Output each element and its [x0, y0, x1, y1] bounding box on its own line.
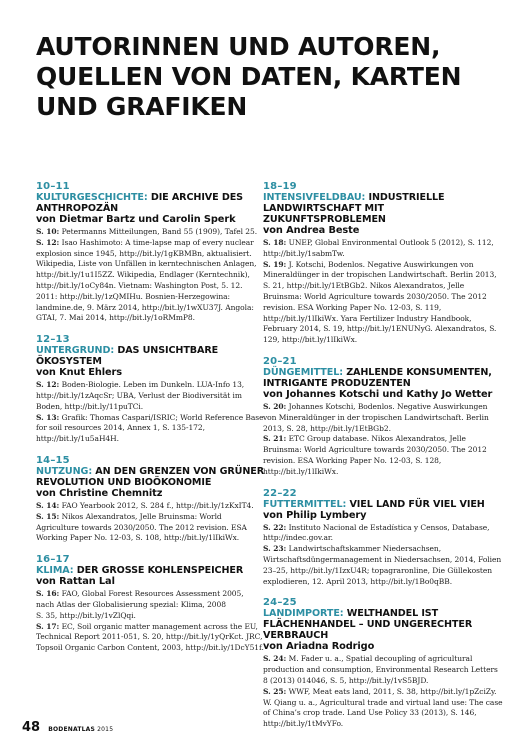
article-authors: von Johannes Kotschi und Kathy Jo Wetter	[263, 388, 493, 400]
source-page-label: S. 23:	[263, 544, 287, 554]
source-page-label: S. 24:	[263, 654, 287, 664]
article-category: INTENSIVFELDBAU:	[263, 192, 366, 203]
article-headline: AN DEN GRENZEN VON GRÜNER REVOLUTION UND BIOÖKONOMIE	[36, 465, 265, 488]
source-page-label: S. 12:	[36, 380, 60, 390]
article-entry	[36, 455, 264, 544]
article-authors: von Andrea Beste	[263, 225, 360, 236]
article-title	[36, 192, 264, 214]
article-authors: von Dietmar Bartz und Carolin Sperk	[36, 214, 236, 225]
article-authors: von Philip Lymbery	[263, 509, 367, 521]
page-title	[36, 32, 506, 122]
page-range: 22–22	[263, 487, 297, 499]
article-authors: von Rattan Lal	[36, 576, 115, 588]
source-text: EC, Soil organic matter management across the EU, Technical Report 2011-051, S. 20, http://bit.ly/1yQrKct. JRC, Topsoil Organic Carbon Content, 2003, http://bit.ly/1DcY51f.	[36, 621, 264, 653]
page-title-line: UND GRAFIKEN	[36, 92, 248, 121]
article-authors: von Knut Ehlers	[36, 367, 122, 379]
source-text: Instituto Nacional de Estadística y Censos, Database, http://indec.gov.ar.	[263, 522, 490, 543]
source-reference	[36, 512, 264, 544]
source-text: Landwirtschaftskammer Niedersachsen, Wirtschaftsdüngermanagement in Niedersachsen, 2014, Folien 23–25, http://bit.ly/1IzxU4R; topagraronline, Die Güllekosten explodieren, 12. April 2013, http://bit.ly/1Bo0qBB.	[263, 544, 502, 586]
article-category: KULTURGESCHICHTE:	[36, 192, 148, 203]
source-reference	[36, 501, 264, 512]
article-entry	[263, 488, 503, 588]
source-reference	[36, 227, 264, 238]
page-range: 20–21	[263, 355, 297, 367]
article-category: FUTTERMITTEL:	[263, 498, 347, 510]
page-range: 16–17	[36, 554, 70, 566]
article-entry	[36, 181, 264, 324]
source-text: ETC Group database. Nikos Alexandratos, Jelle Bruinsma: World Agriculture towards 2030/2050. The 2012 revision. ESA Working Paper No. 12-03, S. 128, http://bit.ly/1lIkiWx.	[263, 434, 487, 476]
source-text: FAO Yearbook 2012, S. 284 f., http://bit.ly/1zKxIT4.	[59, 500, 254, 510]
source-reference	[263, 523, 503, 545]
article-entry	[263, 597, 503, 730]
article-category: DÜNGEMITTEL:	[263, 366, 343, 378]
publication-name	[48, 726, 113, 733]
page-range: 10–11	[36, 181, 70, 192]
page-number: 48	[22, 720, 41, 735]
source-page-label: S. 19:	[263, 259, 287, 269]
source-text: UNEP, Global Environmental Outlook 5 (2012), S. 112, http://bit.ly/1sabmTw.	[263, 238, 494, 258]
article-headline: ZAHLENDE KONSUMENTEN, INTRIGANTE PRODUZENTEN	[263, 366, 492, 389]
source-reference	[263, 544, 503, 587]
source-page-label: S. 20:	[263, 401, 287, 411]
source-reference	[263, 238, 503, 260]
source-text: Grafik: Thomas Caspari/ISRIC; World Reference Base for soil resources 2014, Annex 1, S. 135-172, http://bit.ly/1u5aH4H.	[36, 412, 264, 444]
source-reference	[263, 687, 503, 730]
source-page-label: S. 21:	[263, 434, 287, 444]
page-range: 18–19	[263, 181, 297, 192]
source-text: M. Fader u. a., Spatial decoupling of agricultural production and consumption, Environmental Research Letters 8 (2013) 014046, S. 5, http://bit.ly/1vS5BJD.	[263, 654, 498, 685]
article-title	[263, 499, 503, 510]
source-reference	[36, 238, 264, 324]
source-reference	[36, 380, 264, 412]
source-page-label: S. 16:	[36, 589, 60, 599]
source-reference	[36, 611, 264, 622]
article-headline: DAS UNSICHTBARE ÖKOSYSTEM	[36, 345, 219, 368]
source-text: WWF, Meat eats land, 2011, S. 38, http://bit.ly/1pZciZy. W. Qiang u. a., Agricultural trade and virtual land use: The case of China’s crop trade. Land Use Policy 33 (2013), S. 146, http://bit.ly/1tMvYFo.	[263, 686, 503, 729]
article-title	[263, 192, 503, 225]
source-reference	[36, 589, 264, 611]
article-headline: WELTHANDEL IST FLÄCHENHANDEL – UND UNGERECHTER VERBRAUCH	[263, 608, 473, 642]
source-page-label: S. 18:	[263, 238, 287, 247]
article-category: UNTERGRUND:	[36, 345, 115, 357]
source-page-label: S. 25:	[263, 686, 287, 696]
source-page-label: S. 13:	[36, 412, 60, 422]
page-range: 14–15	[36, 454, 70, 466]
article-title	[36, 345, 264, 367]
article-headline: DER GROSSE KOHLENSPEICHER	[73, 565, 244, 577]
page-footer	[22, 716, 113, 735]
article-headline: INDUSTRIELLE LANDWIRTSCHAFT MIT ZUKUNFTSPROBLEMEN	[263, 192, 445, 225]
article-title	[263, 367, 503, 389]
article-title	[263, 608, 503, 641]
article-category: NUTZUNG:	[36, 465, 93, 477]
source-page-label: S. 14:	[36, 500, 60, 510]
source-page-label: S. 15:	[36, 511, 60, 521]
source-reference	[36, 413, 264, 445]
right-column	[263, 181, 503, 740]
source-text: FAO, Global Forest Resources Assessment 2005, nach Atlas der Globalisierung spezial: Klima, 2008	[36, 589, 244, 609]
article-title	[36, 466, 264, 488]
source-reference	[263, 402, 503, 434]
source-text: Petermanns Mitteilungen, Band 55 (1909), Tafel 25.	[59, 227, 258, 236]
source-text: Isao Hashimoto: A time-lapse map of every nuclear explosion since 1945, http://bit.ly/1gKBMBn, aktualisiert. Wikipedia, Liste von Unfällen in kerntechnischen Anlagen, http://bit.ly/1u1I5ZZ. Wikipedia, Endlager (Kerntechnik), http://bit.ly/1oCy84n. Vietnam: Washington Post, 5. 12. 2011: http://bit.ly/1zQMIHu. Bosnien-Herzegowina: landmine.de, 9. März 2014, http://bit.ly/1wXU37J. Angola: GTAI, 7. Mai 2014, http://bit.ly/1oRMmP8.	[36, 237, 257, 323]
article-category: KLIMA:	[36, 565, 74, 577]
source-text: Nikos Alexandratos, Jelle Bruinsma: World Agriculture towards 2030/2050. The 2012 revision. ESA Working Paper No. 12-03, S. 108, http://bit.ly/1lIkiWx.	[36, 511, 247, 543]
source-text: S. 35, http://bit.ly/1vZlQqi.	[36, 610, 136, 620]
source-page-label: S. 22:	[263, 522, 287, 532]
source-reference	[263, 260, 503, 346]
article-entry	[263, 356, 503, 478]
article-entry	[36, 334, 264, 445]
publication-year: 2015	[95, 726, 114, 733]
article-entry	[36, 554, 264, 654]
article-category: LANDIMPORTE:	[263, 608, 344, 620]
source-page-label: S. 12:	[36, 237, 60, 247]
source-reference	[263, 654, 503, 686]
source-text: Johannes Kotschi, Bodenlos. Negative Auswirkungen von Mineraldünger in der tropischen Landwirtschaft. Berlin 2013, S. 28, http://bit.ly/1EtBGb2.	[263, 401, 489, 433]
page-range: 24–25	[263, 597, 297, 609]
article-title	[36, 565, 264, 576]
article-authors: von Christine Chemnitz	[36, 487, 163, 499]
publication-title: BODENATLAS	[48, 726, 96, 733]
article-entry	[263, 181, 503, 346]
page-range: 12–13	[36, 334, 70, 346]
page-title-line: QUELLEN VON DATEN, KARTEN	[36, 62, 462, 91]
source-reference	[36, 622, 264, 654]
article-headline: DIE ARCHIVE DES ANTHROPOZÄN	[36, 192, 243, 214]
source-page-label: S. 17:	[36, 621, 60, 631]
source-text: Boden-Biologie. Leben im Dunkeln. LUA-Info 13, http://bit.ly/1zAqcSr; UBA, Verlust der Biodiversität im Boden, http://bit.ly/11puTCi.	[36, 380, 245, 411]
source-page-label: S. 10:	[36, 227, 60, 236]
source-reference	[263, 434, 503, 477]
article-headline: VIEL LAND FÜR VIEL VIEH	[346, 498, 485, 510]
article-authors: von Ariadna Rodrigo	[263, 641, 375, 653]
source-text: J. Kotschi, Bodenlos. Negative Auswirkungen von Mineraldünger in der tropischen Landwirtschaft. Berlin 2013, S. 21, http://bit.ly/1EtBGb2. Nikos Alexandratos, Jelle Bruinsma: World Agriculture towards 2030/2050. The 2012 revision. ESA Working Paper No. 12-03, S. 119, http://bit.ly/1lIkiWx. Yara Fertilizer Industry Handbook, February 2014, S. 19, http://bit.ly/1ENUNyG. Alexandratos, S. 129, http://bit.ly/1lIkiWx.	[263, 259, 497, 345]
left-column	[36, 181, 264, 664]
page-title-line: AUTORINNEN UND AUTOREN,	[36, 32, 441, 61]
